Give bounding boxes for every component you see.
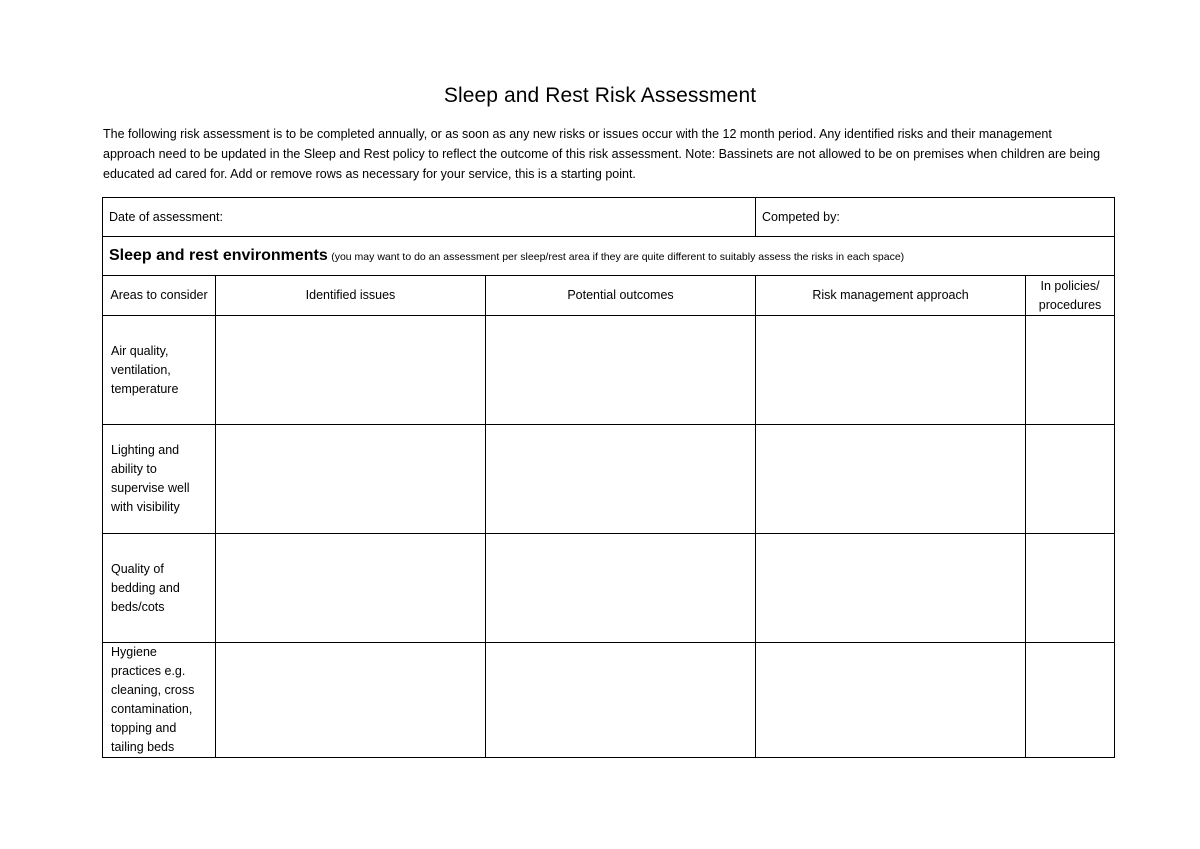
area-cell: Hygiene practices e.g. cleaning, cross contamination, topping and tailing beds bbox=[103, 643, 216, 758]
issues-cell[interactable] bbox=[216, 643, 486, 758]
completed-by-label: Competed by: bbox=[762, 209, 840, 224]
intro-paragraph: The following risk assessment is to be completed annually, or as soon as any new risks or issues occur with the 12 month period. Any identified risks and their management approach need to be updated in the Sleep and Rest policy to reflect the outcome of this risk assessment. Note: Bassinets are not allowed to be on premises when children are being educated ad cared for. Add or remove rows as necessary for your service, this is a starting point. bbox=[103, 127, 1101, 181]
approach-cell[interactable] bbox=[756, 425, 1026, 534]
area-cell: Lighting and ability to supervise well with visibility bbox=[103, 425, 216, 534]
section-header-cell bbox=[103, 237, 1115, 276]
policies-cell[interactable] bbox=[1026, 316, 1115, 425]
table-row bbox=[103, 534, 1115, 643]
column-header-outcomes: Potential outcomes bbox=[486, 276, 756, 316]
area-cell: Air quality, ventilation, temperature bbox=[103, 316, 216, 425]
area-cell: Quality of bedding and beds/cots bbox=[103, 534, 216, 643]
column-header-issues: Identified issues bbox=[216, 276, 486, 316]
approach-cell[interactable] bbox=[756, 534, 1026, 643]
date-of-assessment-label: Date of assessment: bbox=[109, 209, 223, 224]
section-note: (you may want to do an assessment per sleep/rest area if they are quite different to suitably assess the risks in each space) bbox=[331, 250, 905, 263]
policies-cell[interactable] bbox=[1026, 425, 1115, 534]
column-header-approach: Risk management approach bbox=[756, 276, 1026, 316]
outcomes-cell[interactable] bbox=[486, 643, 756, 758]
table-row bbox=[103, 316, 1115, 425]
column-header-areas: Areas to consider bbox=[103, 276, 216, 316]
section-header-row bbox=[103, 237, 1115, 276]
outcomes-cell[interactable] bbox=[486, 534, 756, 643]
column-header-policies: In policies/ procedures bbox=[1026, 276, 1115, 316]
risk-assessment-table bbox=[102, 197, 1115, 758]
issues-cell[interactable] bbox=[216, 534, 486, 643]
policies-cell[interactable] bbox=[1026, 643, 1115, 758]
document-title: Sleep and Rest Risk Assessment bbox=[443, 84, 757, 107]
section-title: Sleep and rest environments bbox=[109, 246, 328, 264]
issues-cell[interactable] bbox=[216, 316, 486, 425]
approach-cell[interactable] bbox=[756, 643, 1026, 758]
date-of-assessment-field[interactable] bbox=[103, 198, 756, 237]
approach-cell[interactable] bbox=[756, 316, 1026, 425]
assessment-header-row bbox=[103, 198, 1115, 237]
column-header-row bbox=[103, 276, 1115, 316]
outcomes-cell[interactable] bbox=[486, 425, 756, 534]
table-row bbox=[103, 643, 1115, 758]
outcomes-cell[interactable] bbox=[486, 316, 756, 425]
completed-by-field[interactable] bbox=[756, 198, 1115, 237]
policies-cell[interactable] bbox=[1026, 534, 1115, 643]
table-row bbox=[103, 425, 1115, 534]
issues-cell[interactable] bbox=[216, 425, 486, 534]
